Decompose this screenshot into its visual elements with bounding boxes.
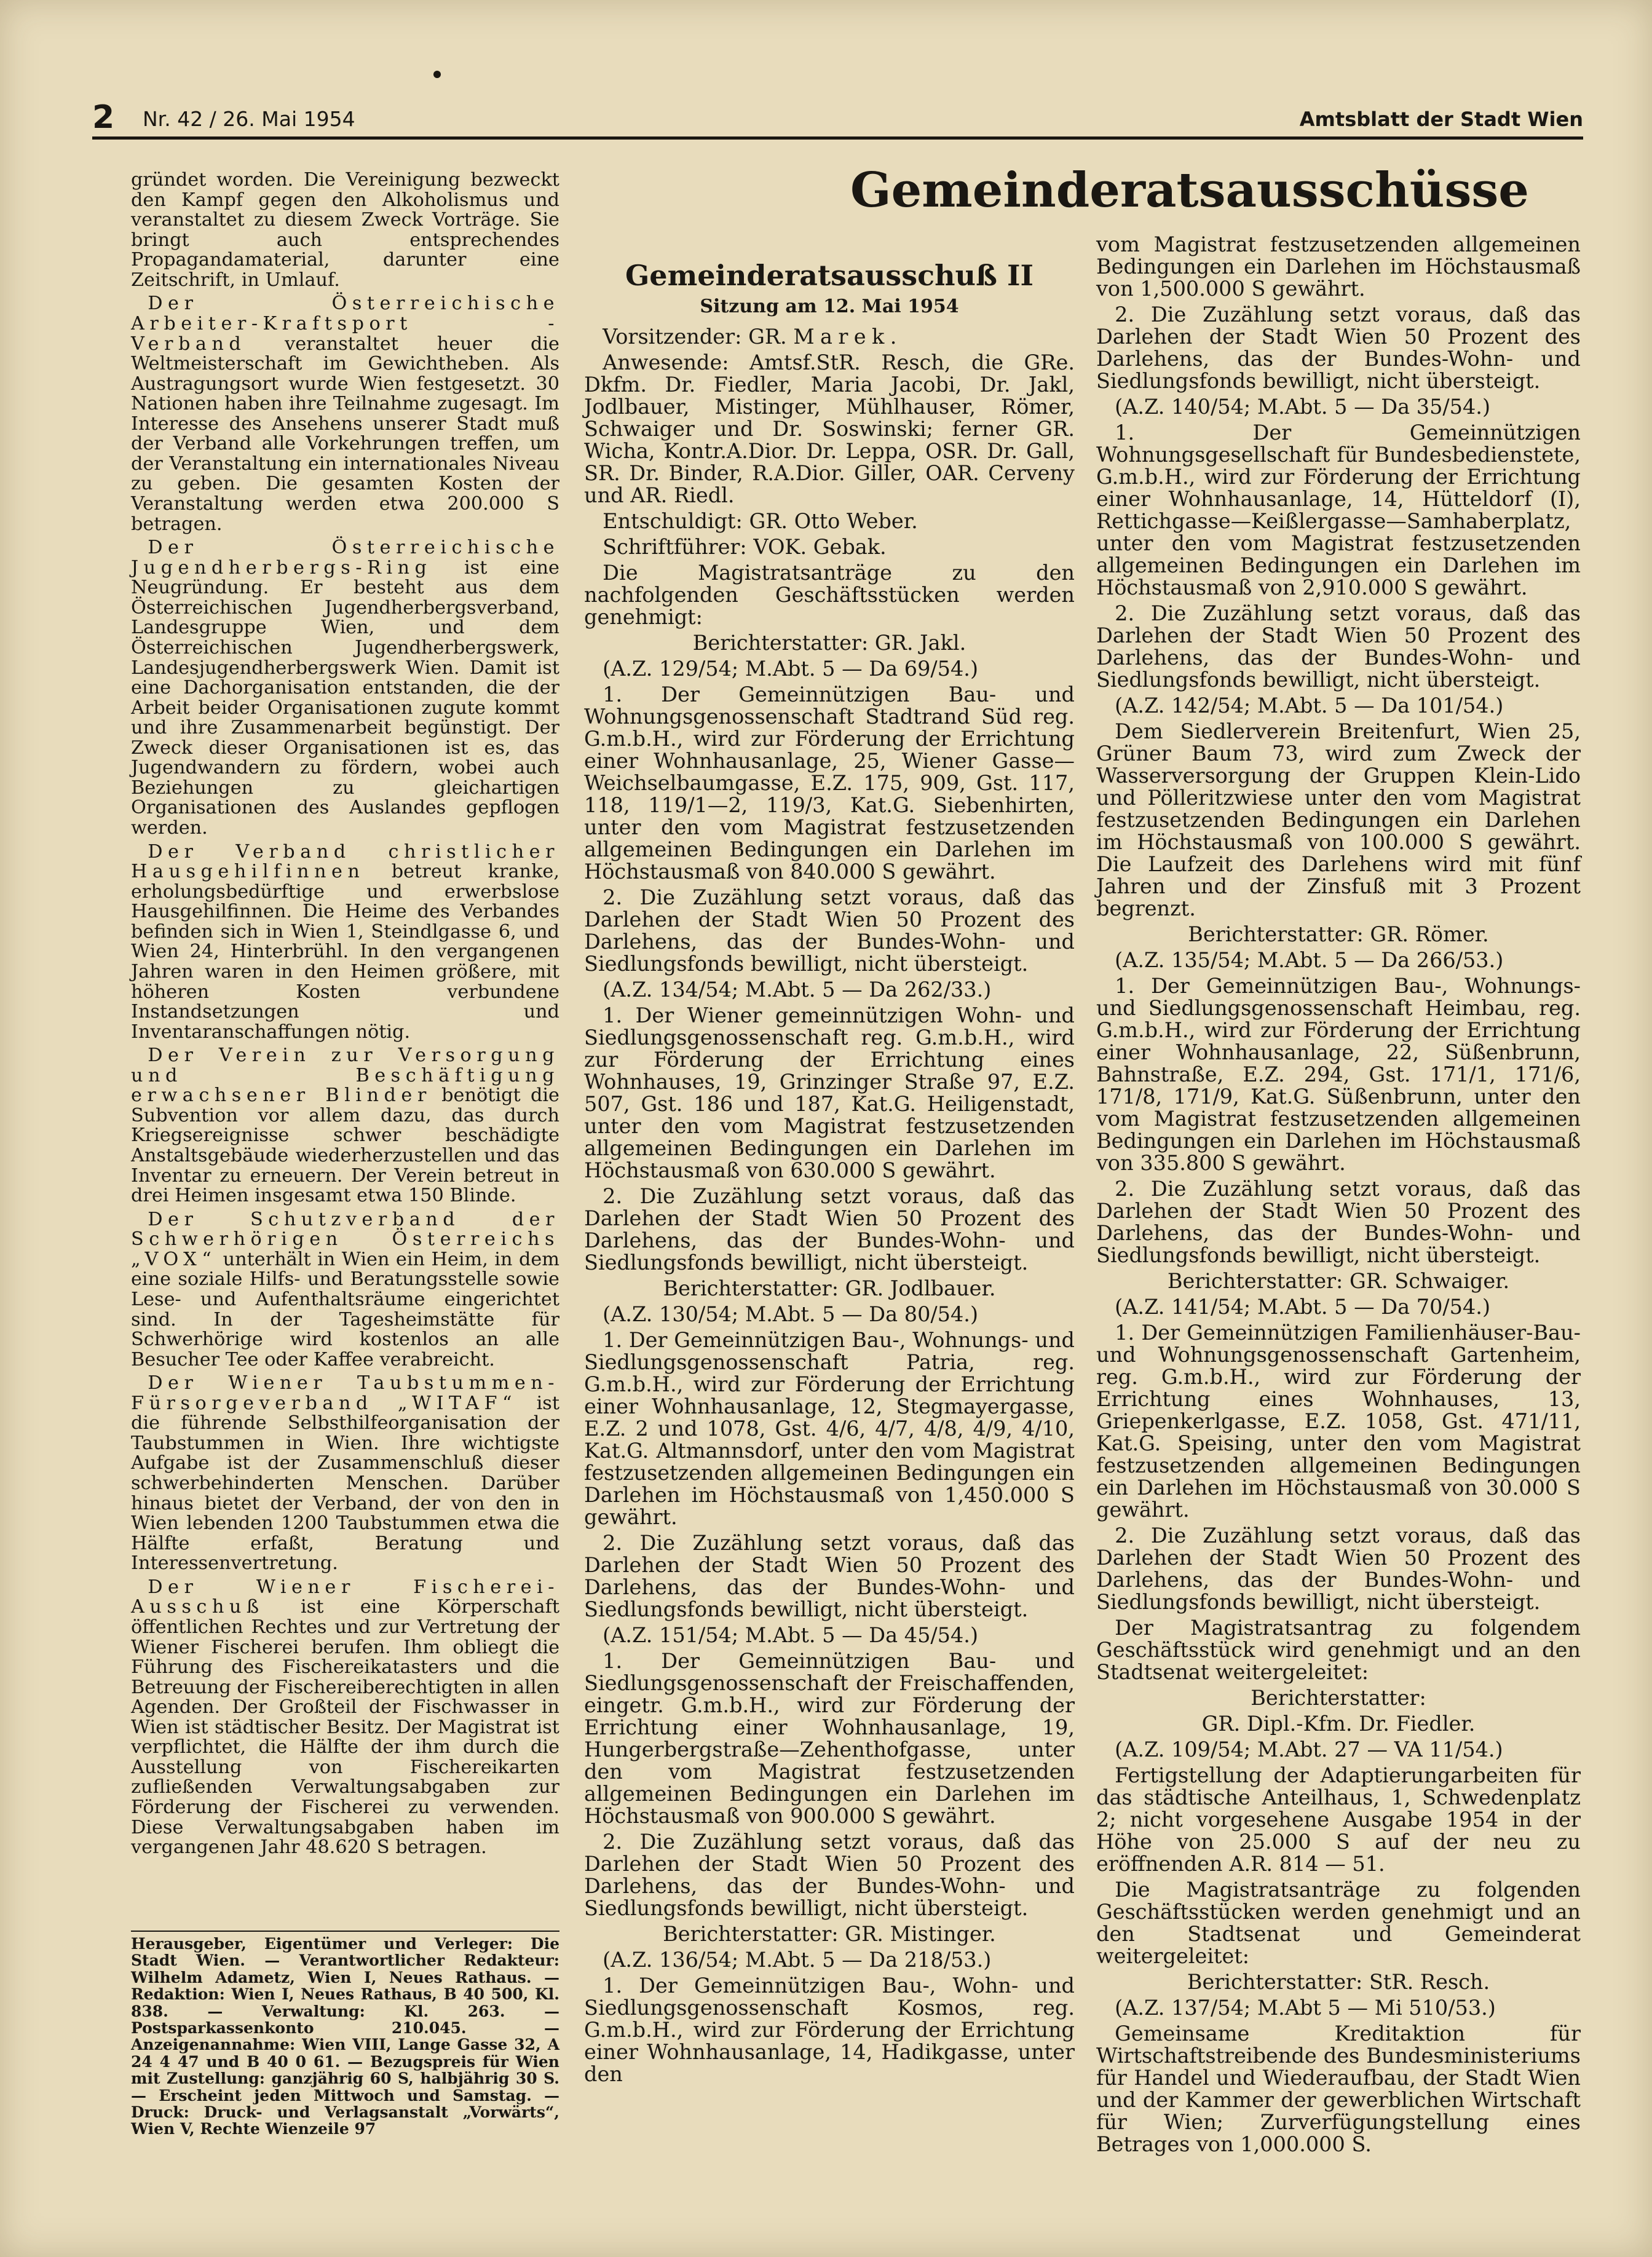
intro: Die Magistratsanträge zu den nachfolgenden Geschäftsstücken werden genehmigt: <box>584 561 1075 629</box>
paragraph <box>131 1210 559 1370</box>
reporter: Berichterstatter: GR. Mistinger. <box>663 1922 996 1946</box>
file-ref: (A.Z. 140/54; M.Abt. 5 — Da 35/54.) <box>1115 395 1491 419</box>
issue-line: Nr. 42 / 26. Mai 1954 <box>143 107 355 131</box>
paragraph: vom Magistrat festzusetzenden allgemeinen Bedingungen ein Darlehen im Höchstausmaß von 1,500.000 S gewährt. <box>1096 232 1581 301</box>
paragraph-text: ist eine Körperschaft öffentlichen Rechtes und zur Vertretung der Wiener Fischerei berufen. Ihm obliegt die Führung des Fischereikatasters und die Betreuung der Fischereiberechtigten in allen Agenden. Der Großteil der Fischwasser in Wien ist städtischer Besitz. Der Magistrat ist verpflichtet, die Hälfte der ihm durch die Ausstellung von Fischereikarten zufließenden Verwaltungsabgaben zur Förderung der Fischerei zu verwenden. Diese Verwaltungsabgaben haben im vergangenen Jahr 48.620 S betragen. <box>131 1596 559 1859</box>
paragraph: 1. Der Gemeinnützigen Bau-, Wohnungs- und Siedlungsgenossenschaft Heimbau, reg. G.m.b.H., wird zur Förderung der Errichtung einer Wohnhausanlage, 22, Süßenbrunn, Bahnstraße, E.Z. 294, Gst. 171/1, 171/6, 171/8, 171/9, Kat.G. Süßenbrunn, unter den vom Magistrat festzusetzenden allgemeinen Bedingungen ein Darlehen im Höchstausmaß von 335.800 S gewährt. <box>1096 974 1581 1175</box>
paragraph: 1. Der Gemeinnützigen Familienhäuser-Bau- und Wohnungsgenossenschaft Gartenheim, reg. G.m.b.H., wird zur Förderung der Errichtung eines Wohnhauses, 13, Griepenkerlgasse, E.Z. 1058, Gst. 471/11, Kat.G. Speising, unter den vom Magistrat festzusetzenden allgemeinen Bedingungen ein Darlehen im Höchstausmaß von 30.000 S gewährt. <box>1096 1321 1581 1522</box>
paragraph: 2. Die Zuzählung setzt voraus, daß das Darlehen der Stadt Wien 50 Prozent des Darlehens, das der Bundes-Wohn- und Siedlungsfonds bewilligt, nicht übersteigt. <box>584 1184 1075 1275</box>
intro: Der Magistratsantrag zu folgendem Geschäftsstück wird genehmigt und an den Stadtsenat weitergeleitet: <box>1096 1616 1581 1684</box>
paragraph: Fertigstellung der Adaptierungarbeiten für das städtische Anteilhaus, 1, Schwedenplatz 2; nicht vorgesehene Ausgabe 1954 in der Höhe von 25.000 S auf der neu zu eröffnenden A.R. 814 — 51. <box>1096 1763 1581 1876</box>
org-name: Der Wiener Taubstummen-Fürsorgeverband „WITAF“ <box>131 1372 559 1414</box>
file-ref: (A.Z. 129/54; M.Abt. 5 — Da 69/54.) <box>603 657 979 681</box>
paragraph <box>131 538 559 838</box>
reporter: Berichterstatter: GR. Schwaiger. <box>1167 1269 1510 1293</box>
paragraph <box>131 1046 559 1206</box>
intro: Die Magistratsanträge zu folgenden Geschäftsstücken werden genehmigt und an den Stadtsenat und Gemeinderat weitergeleitet: <box>1096 1878 1581 1968</box>
file-ref: (A.Z. 142/54; M.Abt. 5 — Da 101/54.) <box>1115 694 1504 717</box>
file-ref: (A.Z. 136/54; M.Abt. 5 — Da 218/53.) <box>603 1948 992 1972</box>
paragraph: Dem Siedlerverein Breitenfurt, Wien 25, Grüner Baum 73, wird zum Zweck der Wasserversorgung der Gruppen Klein-Lido und Pölleritzwiese unter den vom Magistrat festzusetzenden Bedingungen ein Darlehen im Höchstausmaß von 100.000 S gewährt. Die Laufzeit des Darlehens wird mit fünf Jahren und der Zinsfuß mit 3 Prozent begrenzt. <box>1096 719 1581 920</box>
paragraph: Gemeinsame Kreditaktion für Wirtschaftstreibende des Bundesministeriums für Handel und Wiederaufbau, der Stadt Wien und der Kammer der gewerblichen Wirtschaft für Wien; Zurverfügungstellung eines Betrages von 1,000.000 S. <box>1096 2022 1581 2156</box>
org-name: Der Österreichische Arbeiter-Kraftsport - Verband <box>131 293 559 355</box>
paragraph: 2. Die Zuzählung setzt voraus, daß das Darlehen der Stadt Wien 50 Prozent des Darlehens, das der Bundes-Wohn- und Siedlungsfonds bewilligt, nicht übersteigt. <box>584 1531 1075 1621</box>
file-ref: (A.Z. 151/54; M.Abt. 5 — Da 45/54.) <box>603 1623 979 1647</box>
committee-title: Gemeinderatsausschuß II <box>625 259 1033 292</box>
paragraph: 2. Die Zuzählung setzt voraus, daß das Darlehen der Stadt Wien 50 Prozent des Darlehens, das der Bundes-Wohn- und Siedlungsfonds bewilligt, nicht übersteigt. <box>1096 601 1581 692</box>
org-name: Der Verband christlicher Hausgehilfinnen <box>131 840 559 883</box>
paragraph <box>131 842 559 1043</box>
header-rule <box>92 136 1583 140</box>
column-2 <box>584 258 1075 2089</box>
org-name: Der Wiener Fischerei-Ausschuß <box>131 1576 559 1618</box>
paragraph: 1. Der Gemeinnützigen Bau-, Wohn- und Siedlungsgenossenschaft Kosmos, reg. G.m.b.H., wird zur Förderung der Errichtung einer Wohnhausanlage, 14, Hadikgasse, unter den <box>584 1974 1075 2086</box>
chair-line: Vorsitzender: GR. Marek. <box>603 325 897 349</box>
reporter: Berichterstatter: StR. Resch. <box>1187 1970 1490 1994</box>
reporter-label: Berichterstatter: <box>1251 1686 1426 1710</box>
excused-line: Entschuldigt: GR. Otto Weber. <box>603 509 918 533</box>
org-name: Der Verein zur Versorgung und Beschäftigung erwachsener Blinder <box>131 1045 559 1107</box>
reporter: GR. Dipl.-Kfm. Dr. Fiedler. <box>1201 1712 1476 1736</box>
paragraph-text: veranstaltet heuer die Weltmeisterschaft im Gewichtheben. Als Austragungsort wurde Wien festgesetzt. 30 Nationen haben ihre Teilnahme zugesagt. Im Interesse des Ansehens unserer Stadt muß der Verband alle Vorkehrungen treffen, um der Veranstaltung ein internationales Niveau zu geben. Die gesamten Kosten der Veranstaltung werden etwa 200.000 S betragen. <box>131 333 559 535</box>
reporter: Berichterstatter: GR. Jakl. <box>692 631 966 655</box>
section-title: Gemeinderatsausschüsse <box>850 162 1529 218</box>
present-line: Anwesende: Amtsf.StR. Resch, die GRe. Dkfm. Dr. Fiedler, Maria Jacobi, Dr. Jakl, Jodlbauer, Mistinger, Mühlhauser, Römer, Schwaiger und Dr. Soswinski; ferner GR. Wicha, Kontr.A.Dior. Dr. Leppa, OSR. Dr. Gall, SR. Dr. Binder, R.A.Dior. Giller, OAR. Cerveny und AR. Riedl. <box>584 350 1075 507</box>
imprint-rule <box>131 1931 559 1932</box>
file-ref: (A.Z. 134/54; M.Abt. 5 — Da 262/33.) <box>603 978 992 1002</box>
secretary-line: Schriftführer: VOK. Gebak. <box>603 535 887 559</box>
paragraph: 2. Die Zuzählung setzt voraus, daß das Darlehen der Stadt Wien 50 Prozent des Darlehens, das der Bundes-Wohn- und Siedlungsfonds bewilligt, nicht übersteigt. <box>1096 302 1581 393</box>
chair-name: Marek <box>793 325 890 349</box>
paragraph <box>131 1374 559 1574</box>
paragraph <box>131 294 559 534</box>
imprint: Herausgeber, Eigentümer und Verleger: Die Stadt Wien. — Verantwortlicher Redakteur: Wilhelm Adametz, Wien I, Neues Rathaus. — Redaktion: Wien I, Neues Rathaus, B 40 500, Kl. 838. — Verwaltung: Kl. 263. — Postsparkassenkonto 210.045. — Anzeigenannahme: Wien VIII, Lange Gasse 32, A 24 4 47 und B 40 0 61. — Bezugspreis für Wien mit Zustellung: ganzjährig 60 S, halbjährig 30 S. — Erscheint jeden Mittwoch und Samstag. — Druck: Druck- und Verlagsanstalt „Vorwärts“, Wien V, Rechte Wienzeile 97 <box>131 1935 559 2138</box>
file-ref: (A.Z. 135/54; M.Abt. 5 — Da 266/53.) <box>1115 948 1504 972</box>
file-ref: (A.Z. 137/54; M.Abt 5 — Mi 510/53.) <box>1115 1996 1496 2020</box>
org-name: Der Österreichische Jugendherbergs-Ring <box>131 537 559 579</box>
paragraph <box>131 1578 559 1858</box>
paragraph: 2. Die Zuzählung setzt voraus, daß das Darlehen der Stadt Wien 50 Prozent des Darlehens, das der Bundes-Wohn- und Siedlungsfonds bewilligt, nicht übersteigt. <box>1096 1177 1581 1267</box>
paragraph: 1. Der Gemeinnützigen Wohnungsgesellschaft für Bundesbedienstete, G.m.b.H., wird zur Förderung der Errichtung einer Wohnhausanlage, 14, Hütteldorf (I), Rettichgasse—Keißlergasse—Samhaberplatz, unter den vom Magistrat festzusetzenden allgemeinen Bedingungen ein Darlehen im Höchstausmaß von 2,910.000 S gewährt. <box>1096 421 1581 599</box>
paragraph-text: ist eine Neugründung. Er besteht aus dem Österreichischen Jugendherbergsverband, Landesgruppe Wien, und dem Österreichischen Jugendherbergswerk, Landesjugendherbergswerk Wien. Damit ist eine Dachorganisation entstanden, die der Arbeit beider Organisationen zugute kommt und ihre Zusammenarbeit begünstigt. Der Zweck dieser Organisationen ist es, das Jugendwandern zu fördern, wobei auch Beziehungen zu gleichartigen Organisationen des Auslandes gepflogen werden. <box>131 556 559 839</box>
paragraph-text: betreut kranke, erholungsbedürftige und erwerbslose Hausgehilfinnen. Die Heime des Verbandes befinden sich in Wien 1, Steindlgasse 6, und Wien 24, Hinterbrühl. In den vergangenen Jahren waren in den Heimen größere, mit höheren Kosten verbundene Instandsetzungen und Inventaranschaffungen nötig. <box>131 861 559 1043</box>
paragraph: 1. Der Gemeinnützigen Bau- und Wohnungsgenossenschaft Stadtrand Süd reg. G.m.b.H., wird zur Förderung der Errichtung einer Wohnhausanlage, 25, Wiener Gasse—Weichselbaumgasse, E.Z. 175, 909, Gst. 117, 118, 119/1—2, 119/3, Kat.G. Siebenhirten, unter den vom Magistrat festzusetzenden allgemeinen Bedingungen ein Darlehen im Höchstausmaß von 840.000 S gewährt. <box>584 682 1075 883</box>
paragraph: 1. Der Gemeinnützigen Bau- und Siedlungsgenossenschaft der Freischaffenden, eingetr. G.m.b.H., wird zur Förderung der Errichtung einer Wohnhausanlage, 19, Hungerbergstraße—Zehenthofgasse, unter den vom Magistrat festzusetzenden allgemeinen Bedingungen ein Darlehen im Höchstausmaß von 900.000 S gewährt. <box>584 1649 1075 1828</box>
file-ref: (A.Z. 141/54; M.Abt. 5 — Da 70/54.) <box>1115 1295 1491 1319</box>
session-date: Sitzung am 12. Mai 1954 <box>700 296 959 317</box>
paragraph: 1. Der Gemeinnützigen Bau-, Wohnungs- und Siedlungsgenossenschaft Patria, reg. G.m.b.H., wird zur Förderung der Errichtung einer Wohnhausanlage, 12, Stegmayergasse, E.Z. 2 und 1078, Gst. 4/6, 4/7, 4/8, 4/9, 4/10, Kat.G. Altmannsdorf, unter den vom Magistrat festzusetzenden allgemeinen Bedingungen ein Darlehen im Höchstausmaß von 1,450.000 S gewährt. <box>584 1328 1075 1529</box>
paragraph: 1. Der Wiener gemeinnützigen Wohn- und Siedlungsgenossenschaft reg. G.m.b.H., wird zur Förderung der Errichtung eines Wohnhauses, 19, Grinzinger Straße 97, E.Z. 507, Gst. 186 und 187, Kat.G. Heiligenstadt, unter den vom Magistrat festzusetzenden allgemeinen Bedingungen ein Darlehen im Höchstausmaß von 630.000 S gewährt. <box>584 1003 1075 1182</box>
column-1 <box>131 170 559 1862</box>
paragraph-text: benötigt die Subvention vor allem dazu, das durch Kriegsereignisse schwer beschädigte Anstaltsgebäude wiederherzustellen und das Inventar zu erneuern. Der Verein betreut in drei Heimen insgesamt etwa 150 Blinde. <box>131 1085 559 1207</box>
file-ref: (A.Z. 109/54; M.Abt. 27 — VA 11/54.) <box>1115 1737 1503 1761</box>
org-name: Der Schutzverband der Schwerhörigen Österreichs „VOX“ <box>131 1208 559 1270</box>
reporter: Berichterstatter: GR. Römer. <box>1188 922 1489 946</box>
publication-name: Amtsblatt der Stadt Wien <box>1299 108 1583 131</box>
paragraph: 2. Die Zuzählung setzt voraus, daß das Darlehen der Stadt Wien 50 Prozent des Darlehens, das der Bundes-Wohn- und Siedlungsfonds bewilligt, nicht übersteigt. <box>584 1830 1075 1920</box>
page-number: 2 <box>92 99 115 136</box>
paragraph: gründet worden. Die Vereinigung bezweckt den Kampf gegen den Alkoholismus und veranstaltet zu diesem Zweck Vorträge. Sie bringt auch entsprechendes Propagandamaterial, darunter eine Zeitschrift, in Umlauf. <box>131 169 559 291</box>
reporter: Berichterstatter: GR. Jodlbauer. <box>663 1276 996 1300</box>
chair-label: Vorsitzender: GR. <box>603 325 794 349</box>
paragraph: 2. Die Zuzählung setzt voraus, daß das Darlehen der Stadt Wien 50 Prozent des Darlehens, das der Bundes-Wohn- und Siedlungsfonds bewilligt, nicht übersteigt. <box>584 885 1075 976</box>
paragraph: 2. Die Zuzählung setzt voraus, daß das Darlehen der Stadt Wien 50 Prozent des Darlehens, das der Bundes-Wohn- und Siedlungsfonds bewilligt, nicht übersteigt. <box>1096 1524 1581 1614</box>
paragraph-text: unterhält in Wien ein Heim, in dem eine soziale Hilfs- und Beratungsstelle sowie Lese- und Aufenthaltsräume eingerichtet sind. In der Tagesheimstätte für Schwerhörige wird kostenlos an alle Besucher Tee oder Kaffee verabreicht. <box>131 1248 559 1370</box>
ink-speck <box>433 71 441 78</box>
paragraph-text: ist die führende Selbsthilfeorganisation der Taubstummen in Wien. Ihre wichtigste Aufgabe ist der Zusammenschluß dieser schwerbehinderten Menschen. Darüber hinaus bietet der Verband, der von den in Wien lebenden 1200 Taubstummen etwa die Hälfte erfaßt, Beratung und Interessenvertretung. <box>131 1392 559 1575</box>
page-header <box>92 100 1583 138</box>
column-3 <box>1096 234 1581 2159</box>
file-ref: (A.Z. 130/54; M.Abt. 5 — Da 80/54.) <box>603 1302 979 1326</box>
